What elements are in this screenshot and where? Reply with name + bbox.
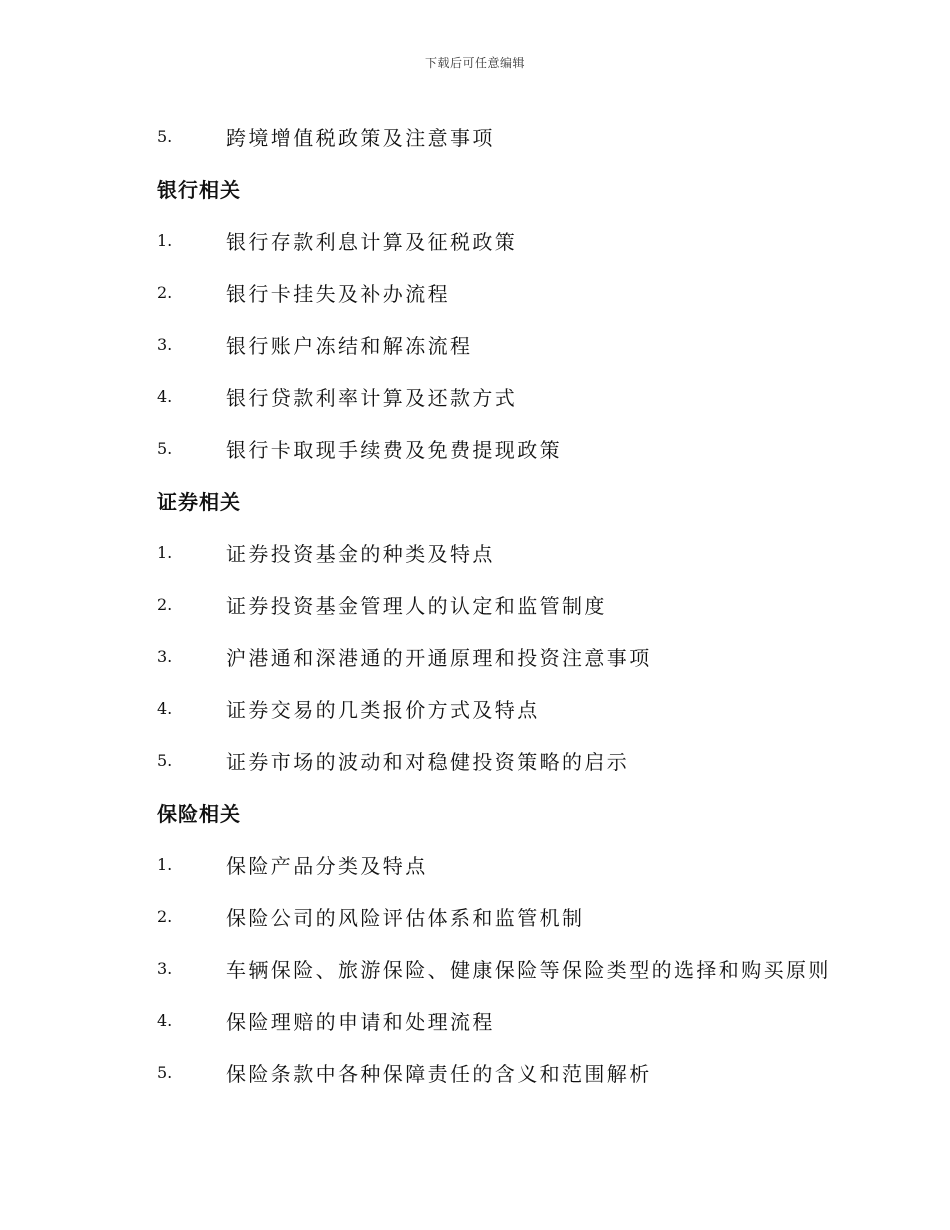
- list-item-text: 证券投资基金管理人的认定和监管制度: [226, 593, 607, 618]
- section-title: 证券相关: [157, 489, 241, 514]
- list-item-text: 银行账户冻结和解冻流程: [226, 333, 473, 358]
- list-item-number: 3.: [157, 646, 173, 666]
- list-item-number: 1.: [157, 542, 173, 562]
- list-item-number: 5.: [157, 750, 173, 770]
- list-item: [157, 110, 857, 162]
- list-item-text: 证券投资基金的种类及特点: [226, 541, 495, 566]
- list-item: [157, 838, 857, 890]
- list-item-text: 银行卡挂失及补办流程: [226, 281, 450, 306]
- section-title: 银行相关: [157, 177, 241, 202]
- list-item: [157, 422, 857, 474]
- list-item: [157, 682, 857, 734]
- list-item-text: 银行存款利息计算及征税政策: [226, 229, 518, 254]
- list-item: [157, 994, 857, 1046]
- list-item-number: 5.: [157, 126, 173, 146]
- list-item: [157, 734, 857, 786]
- list-item-text: 保险条款中各种保障责任的含义和范围解析: [226, 1061, 652, 1086]
- list-item-text: 银行卡取现手续费及免费提现政策: [226, 437, 562, 462]
- list-item-number: 1.: [157, 230, 173, 250]
- list-item-number: 4.: [157, 1010, 173, 1030]
- list-item-number: 5.: [157, 1062, 173, 1082]
- list-item-number: 4.: [157, 386, 173, 406]
- document-body: [157, 110, 857, 1098]
- section-heading-bank: [157, 162, 857, 214]
- list-item-number: 2.: [157, 906, 173, 926]
- list-item: [157, 318, 857, 370]
- list-item: [157, 630, 857, 682]
- list-item-text: 保险公司的风险评估体系和监管机制: [226, 905, 585, 930]
- list-item: [157, 214, 857, 266]
- list-item-text: 保险理赔的申请和处理流程: [226, 1009, 495, 1034]
- list-item-text: 证券市场的波动和对稳健投资策略的启示: [226, 749, 630, 774]
- list-item: [157, 890, 857, 942]
- section-heading-securities: [157, 474, 857, 526]
- section-heading-insurance: [157, 786, 857, 838]
- list-item-number: 2.: [157, 594, 173, 614]
- page-header-note: 下载后可任意编辑: [424, 56, 525, 70]
- list-item-text: 银行贷款利率计算及还款方式: [226, 385, 518, 410]
- list-item-number: 4.: [157, 698, 173, 718]
- list-item-number: 1.: [157, 854, 173, 874]
- list-item: [157, 1046, 857, 1098]
- list-item-text: 证券交易的几类报价方式及特点: [226, 697, 540, 722]
- list-item: [157, 578, 857, 630]
- list-item-text: 保险产品分类及特点: [226, 853, 428, 878]
- list-item: [157, 370, 857, 422]
- list-item: [157, 266, 857, 318]
- list-item-text: 沪港通和深港通的开通原理和投资注意事项: [226, 645, 652, 670]
- list-item-number: 2.: [157, 282, 173, 302]
- list-item-text: 车辆保险、旅游保险、健康保险等保险类型的选择和购买原则: [226, 957, 831, 982]
- list-item-text: 跨境增值税政策及注意事项: [226, 125, 495, 150]
- section-title: 保险相关: [157, 801, 241, 826]
- list-item: [157, 942, 857, 994]
- list-item-number: 3.: [157, 958, 173, 978]
- list-item-number: 3.: [157, 334, 173, 354]
- list-item-number: 5.: [157, 438, 173, 458]
- list-item: [157, 526, 857, 578]
